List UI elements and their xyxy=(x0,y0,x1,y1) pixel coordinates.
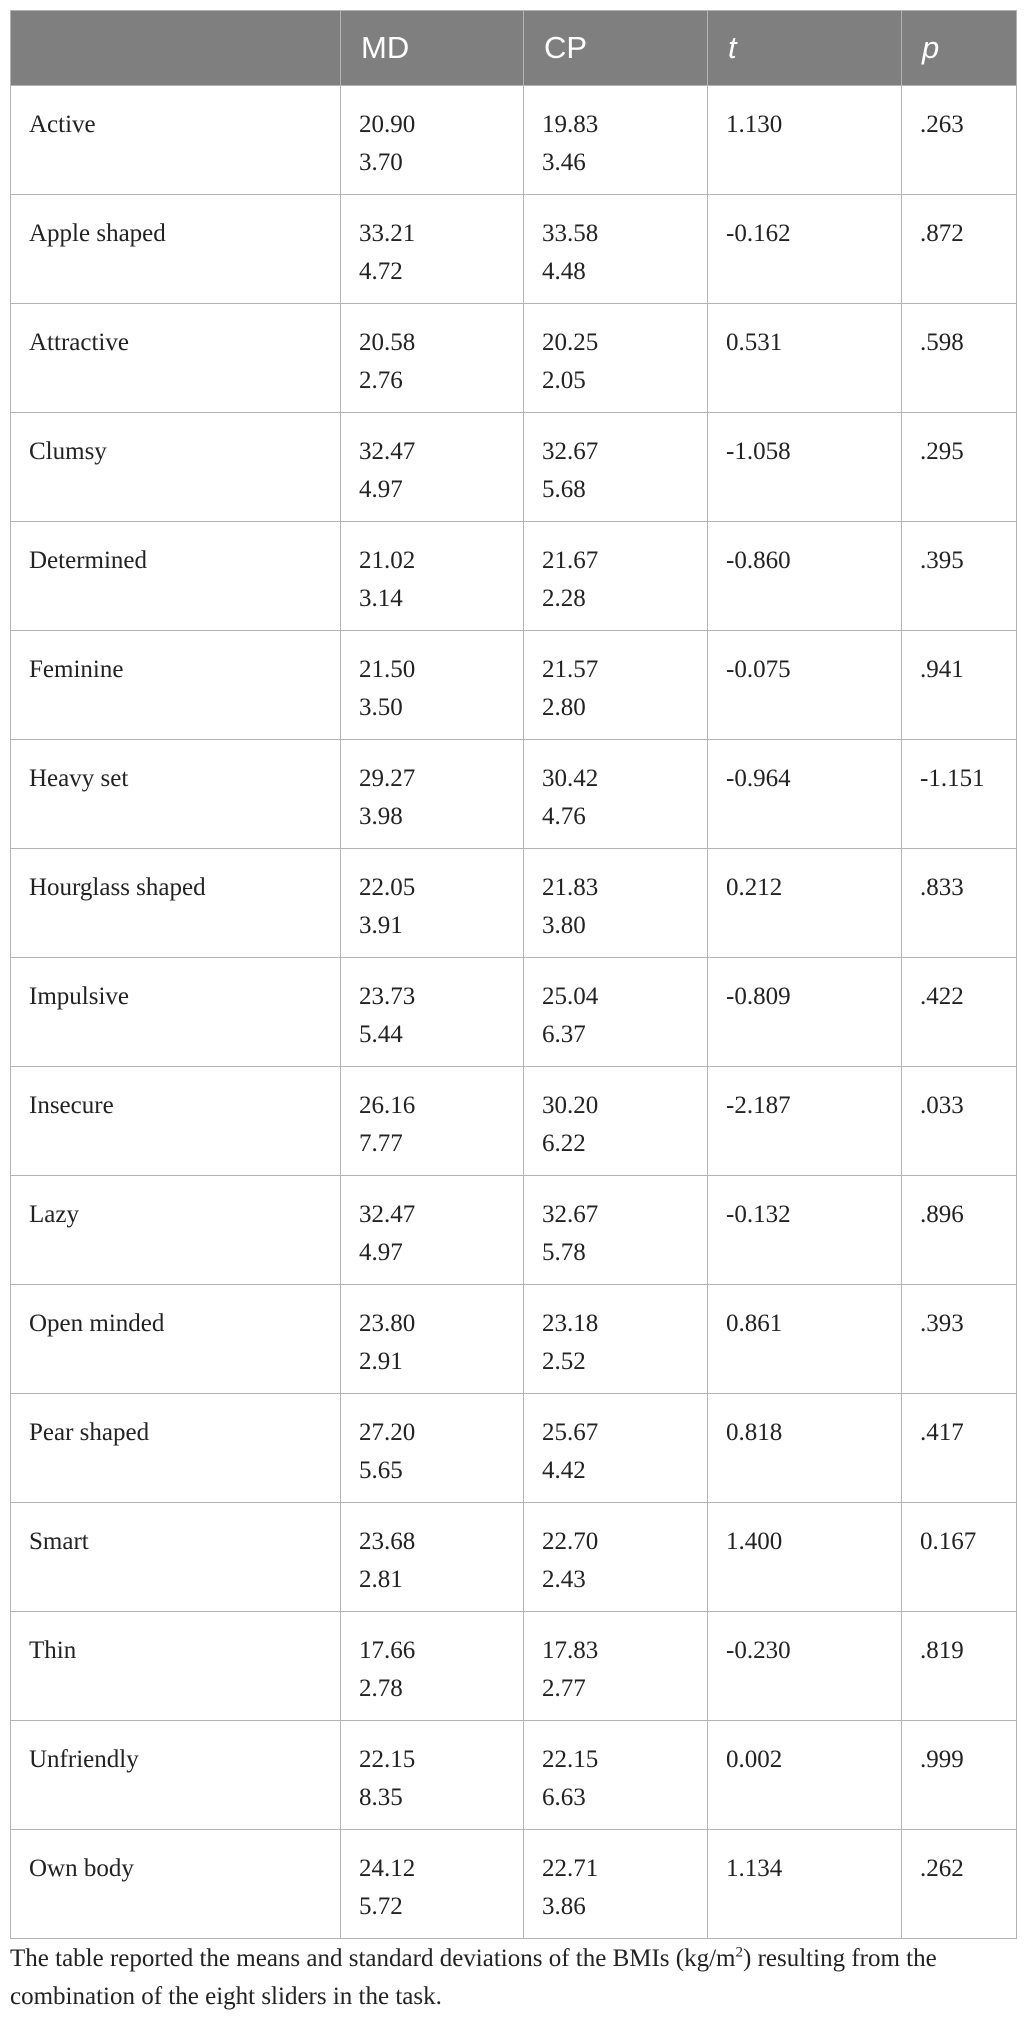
t-cell xyxy=(708,1176,902,1285)
p-cell xyxy=(902,1612,1017,1721)
md-sd: 3.14 xyxy=(359,585,403,612)
p-value: .417 xyxy=(920,1419,964,1446)
t-cell xyxy=(708,958,902,1067)
md-cell xyxy=(341,1503,524,1612)
footnote-text-end: ) resulting from the combination of the eight sliders in the task. xyxy=(10,1945,937,2010)
t-value: -0.809 xyxy=(726,983,791,1010)
t-value: 0.861 xyxy=(726,1310,783,1337)
row-label: Lazy xyxy=(29,1201,79,1228)
row-label: Own body xyxy=(29,1855,134,1882)
p-value: .598 xyxy=(920,329,964,356)
md-sd: 2.78 xyxy=(359,1675,403,1702)
md-sd: 3.70 xyxy=(359,149,403,176)
t-value: 1.400 xyxy=(726,1528,783,1555)
cp-sd: 2.80 xyxy=(542,694,586,721)
cp-sd: 6.22 xyxy=(542,1130,586,1157)
row-label-cell xyxy=(11,413,341,522)
md-cell xyxy=(341,413,524,522)
t-cell xyxy=(708,195,902,304)
row-label-cell xyxy=(11,1285,341,1394)
md-cell xyxy=(341,1285,524,1394)
cp-cell xyxy=(524,522,708,631)
t-value: 0.818 xyxy=(726,1419,783,1446)
row-label-cell xyxy=(11,86,341,195)
t-cell xyxy=(708,1612,902,1721)
md-mean: 22.05 xyxy=(359,874,416,901)
cp-cell xyxy=(524,958,708,1067)
table-row xyxy=(11,195,1017,304)
row-label-cell xyxy=(11,304,341,413)
cp-cell xyxy=(524,413,708,522)
cp-cell xyxy=(524,1067,708,1176)
t-value: 0.531 xyxy=(726,329,783,356)
t-cell xyxy=(708,1394,902,1503)
t-cell xyxy=(708,1830,902,1939)
cp-mean: 25.04 xyxy=(542,983,599,1010)
cp-sd: 2.43 xyxy=(542,1566,586,1593)
cp-mean: 25.67 xyxy=(542,1419,599,1446)
p-cell xyxy=(902,195,1017,304)
cp-cell xyxy=(524,631,708,740)
md-cell xyxy=(341,958,524,1067)
cp-sd: 2.28 xyxy=(542,585,586,612)
row-label: Feminine xyxy=(29,656,124,683)
row-label: Insecure xyxy=(29,1092,114,1119)
t-cell xyxy=(708,304,902,413)
row-label: Unfriendly xyxy=(29,1746,139,1773)
md-sd: 2.81 xyxy=(359,1566,403,1593)
row-label-cell xyxy=(11,849,341,958)
md-mean: 23.68 xyxy=(359,1528,416,1555)
results-table xyxy=(10,10,1017,1939)
row-label-cell xyxy=(11,740,341,849)
p-value: .896 xyxy=(920,1201,964,1228)
table-row xyxy=(11,1612,1017,1721)
md-sd: 2.76 xyxy=(359,367,403,394)
cp-cell xyxy=(524,1285,708,1394)
p-value: .422 xyxy=(920,983,964,1010)
p-cell xyxy=(902,1067,1017,1176)
table-row xyxy=(11,1285,1017,1394)
t-value: -0.964 xyxy=(726,765,791,792)
p-value: .872 xyxy=(920,220,964,247)
table-row xyxy=(11,413,1017,522)
md-cell xyxy=(341,1176,524,1285)
p-value: -1.151 xyxy=(920,765,985,792)
p-cell xyxy=(902,1176,1017,1285)
header-md: MD xyxy=(341,11,524,86)
cp-cell xyxy=(524,1394,708,1503)
table-row xyxy=(11,1067,1017,1176)
md-mean: 24.12 xyxy=(359,1855,416,1882)
t-cell xyxy=(708,522,902,631)
md-mean: 29.27 xyxy=(359,765,416,792)
cp-cell xyxy=(524,1503,708,1612)
t-cell xyxy=(708,631,902,740)
cp-sd: 6.63 xyxy=(542,1784,586,1811)
p-cell xyxy=(902,1503,1017,1612)
md-mean: 23.73 xyxy=(359,983,416,1010)
p-cell xyxy=(902,522,1017,631)
footnote-text-start: The table reported the means and standard deviations of the BMIs (kg/m xyxy=(10,1945,736,1972)
table-row xyxy=(11,86,1017,195)
md-mean: 17.66 xyxy=(359,1637,416,1664)
row-label: Attractive xyxy=(29,329,129,356)
p-value: .819 xyxy=(920,1637,964,1664)
row-label-cell xyxy=(11,195,341,304)
row-label: Open minded xyxy=(29,1310,165,1337)
table-row xyxy=(11,1394,1017,1503)
cp-cell xyxy=(524,1721,708,1830)
table-row xyxy=(11,1721,1017,1830)
t-value: -0.075 xyxy=(726,656,791,683)
md-mean: 20.58 xyxy=(359,329,416,356)
cp-mean: 32.67 xyxy=(542,1201,599,1228)
md-sd: 5.65 xyxy=(359,1457,403,1484)
md-cell xyxy=(341,1612,524,1721)
header-p: p xyxy=(902,11,1017,86)
cp-sd: 6.37 xyxy=(542,1021,586,1048)
header-row xyxy=(11,11,1017,86)
cp-mean: 22.15 xyxy=(542,1746,599,1773)
header-t: t xyxy=(708,11,902,86)
cp-mean: 17.83 xyxy=(542,1637,599,1664)
p-value: .999 xyxy=(920,1746,964,1773)
md-cell xyxy=(341,522,524,631)
t-cell xyxy=(708,1067,902,1176)
cp-mean: 19.83 xyxy=(542,111,599,138)
t-value: 0.002 xyxy=(726,1746,783,1773)
t-value: -0.162 xyxy=(726,220,791,247)
row-label-cell xyxy=(11,1394,341,1503)
cp-sd: 4.76 xyxy=(542,803,586,830)
table-body xyxy=(11,86,1017,1939)
p-value: .295 xyxy=(920,438,964,465)
md-sd: 7.77 xyxy=(359,1130,403,1157)
row-label: Determined xyxy=(29,547,148,574)
p-cell xyxy=(902,631,1017,740)
md-cell xyxy=(341,1067,524,1176)
md-sd: 4.97 xyxy=(359,1239,403,1266)
cp-mean: 21.57 xyxy=(542,656,599,683)
row-label-cell xyxy=(11,631,341,740)
row-label-cell xyxy=(11,1176,341,1285)
md-sd: 5.44 xyxy=(359,1021,403,1048)
md-cell xyxy=(341,86,524,195)
t-value: 0.212 xyxy=(726,874,783,901)
row-label: Pear shaped xyxy=(29,1419,150,1446)
p-cell xyxy=(902,958,1017,1067)
p-value: .395 xyxy=(920,547,964,574)
p-cell xyxy=(902,740,1017,849)
md-cell xyxy=(341,195,524,304)
cp-sd: 5.68 xyxy=(542,476,586,503)
md-cell xyxy=(341,631,524,740)
md-sd: 3.98 xyxy=(359,803,403,830)
cp-sd: 4.48 xyxy=(542,258,586,285)
p-cell xyxy=(902,413,1017,522)
cp-sd: 2.05 xyxy=(542,367,586,394)
row-label-cell xyxy=(11,1503,341,1612)
table-row xyxy=(11,1830,1017,1939)
row-label: Smart xyxy=(29,1528,89,1555)
t-cell xyxy=(708,740,902,849)
cp-cell xyxy=(524,1612,708,1721)
md-mean: 23.80 xyxy=(359,1310,416,1337)
t-cell xyxy=(708,1721,902,1830)
md-cell xyxy=(341,304,524,413)
p-value: .263 xyxy=(920,111,964,138)
table-row xyxy=(11,522,1017,631)
md-mean: 26.16 xyxy=(359,1092,416,1119)
p-value: .393 xyxy=(920,1310,964,1337)
cp-cell xyxy=(524,1176,708,1285)
p-value: .941 xyxy=(920,656,964,683)
row-label: Impulsive xyxy=(29,983,129,1010)
row-label: Thin xyxy=(29,1637,77,1664)
row-label-cell xyxy=(11,1830,341,1939)
cp-sd: 3.46 xyxy=(542,149,586,176)
cp-cell xyxy=(524,849,708,958)
row-label-cell xyxy=(11,522,341,631)
table-header xyxy=(11,11,1017,86)
cp-mean: 23.18 xyxy=(542,1310,599,1337)
header-cp: CP xyxy=(524,11,708,86)
table-row xyxy=(11,631,1017,740)
cp-cell xyxy=(524,740,708,849)
cp-mean: 32.67 xyxy=(542,438,599,465)
t-cell xyxy=(708,413,902,522)
md-sd: 3.91 xyxy=(359,912,403,939)
cp-cell xyxy=(524,304,708,413)
row-label: Heavy set xyxy=(29,765,129,792)
md-sd: 4.72 xyxy=(359,258,403,285)
p-cell xyxy=(902,86,1017,195)
p-value: 0.167 xyxy=(920,1528,977,1555)
md-mean: 20.90 xyxy=(359,111,416,138)
md-mean: 21.50 xyxy=(359,656,416,683)
md-mean: 33.21 xyxy=(359,220,416,247)
p-cell xyxy=(902,849,1017,958)
t-cell xyxy=(708,849,902,958)
p-value: .262 xyxy=(920,1855,964,1882)
md-sd: 2.91 xyxy=(359,1348,403,1375)
cp-sd: 4.42 xyxy=(542,1457,586,1484)
t-cell xyxy=(708,86,902,195)
cp-sd: 5.78 xyxy=(542,1239,586,1266)
t-value: -2.187 xyxy=(726,1092,791,1119)
table-row xyxy=(11,740,1017,849)
header-label-column xyxy=(11,11,341,86)
cp-cell xyxy=(524,195,708,304)
cp-mean: 21.67 xyxy=(542,547,599,574)
md-mean: 21.02 xyxy=(359,547,416,574)
md-mean: 27.20 xyxy=(359,1419,416,1446)
md-sd: 4.97 xyxy=(359,476,403,503)
table-row xyxy=(11,304,1017,413)
t-value: -0.132 xyxy=(726,1201,791,1228)
md-mean: 32.47 xyxy=(359,438,416,465)
row-label: Apple shaped xyxy=(29,220,166,247)
t-cell xyxy=(708,1285,902,1394)
md-sd: 8.35 xyxy=(359,1784,403,1811)
md-sd: 3.50 xyxy=(359,694,403,721)
results-table-container xyxy=(10,10,1016,1939)
t-value: 1.130 xyxy=(726,111,783,138)
md-cell xyxy=(341,1394,524,1503)
row-label-cell xyxy=(11,1612,341,1721)
cp-cell xyxy=(524,1830,708,1939)
cp-sd: 2.52 xyxy=(542,1348,586,1375)
row-label: Clumsy xyxy=(29,438,107,465)
md-cell xyxy=(341,1830,524,1939)
cp-mean: 30.42 xyxy=(542,765,599,792)
cp-cell xyxy=(524,86,708,195)
cp-mean: 22.70 xyxy=(542,1528,599,1555)
footnote-superscript: 2 xyxy=(735,1944,743,1961)
p-value: .033 xyxy=(920,1092,964,1119)
p-cell xyxy=(902,1721,1017,1830)
p-cell xyxy=(902,1285,1017,1394)
cp-mean: 22.71 xyxy=(542,1855,599,1882)
p-cell xyxy=(902,1830,1017,1939)
p-cell xyxy=(902,1394,1017,1503)
md-cell xyxy=(341,849,524,958)
md-cell xyxy=(341,1721,524,1830)
table-row xyxy=(11,849,1017,958)
row-label-cell xyxy=(11,958,341,1067)
cp-mean: 20.25 xyxy=(542,329,599,356)
md-sd: 5.72 xyxy=(359,1893,403,1920)
table-row xyxy=(11,958,1017,1067)
cp-mean: 30.20 xyxy=(542,1092,599,1119)
t-value: -0.230 xyxy=(726,1637,791,1664)
cp-sd: 3.86 xyxy=(542,1893,586,1920)
t-value: -0.860 xyxy=(726,547,791,574)
cp-sd: 3.80 xyxy=(542,912,586,939)
md-mean: 22.15 xyxy=(359,1746,416,1773)
t-value: 1.134 xyxy=(726,1855,783,1882)
row-label-cell xyxy=(11,1721,341,1830)
t-value: -1.058 xyxy=(726,438,791,465)
row-label-cell xyxy=(11,1067,341,1176)
p-cell xyxy=(902,304,1017,413)
md-mean: 32.47 xyxy=(359,1201,416,1228)
row-label: Hourglass shaped xyxy=(29,874,206,901)
table-row xyxy=(11,1503,1017,1612)
cp-sd: 2.77 xyxy=(542,1675,586,1702)
cp-mean: 21.83 xyxy=(542,874,599,901)
md-cell xyxy=(341,740,524,849)
row-label: Active xyxy=(29,111,96,138)
table-row xyxy=(11,1176,1017,1285)
p-value: .833 xyxy=(920,874,964,901)
cp-mean: 33.58 xyxy=(542,220,599,247)
t-cell xyxy=(708,1503,902,1612)
table-footnote xyxy=(10,1940,1016,2016)
